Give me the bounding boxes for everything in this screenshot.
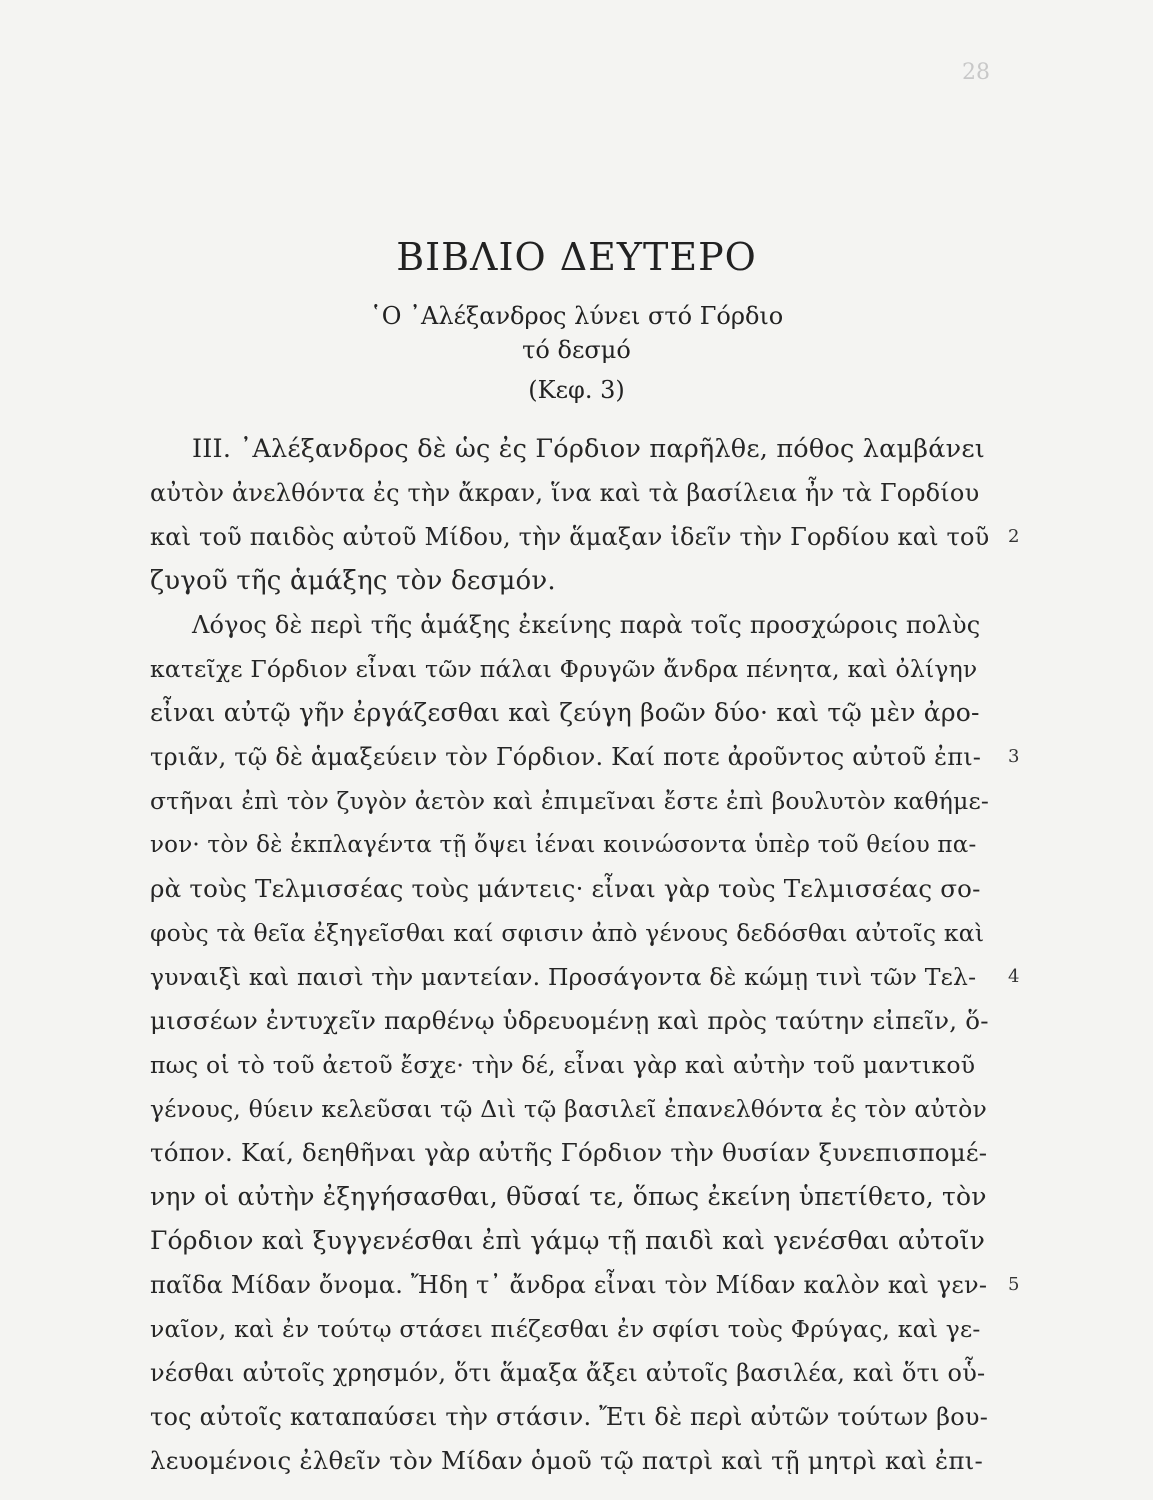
text-line: ρὰ τοὺς Τελμισσέας τοὺς μάντεις· εἶναι γὰρ τοὺς Τελμισσέας σο- [150, 874, 981, 903]
chapter-subtitle-line-1: ῾Ο ᾿Αλέξανδρος λύνει στό Γόρδιο [369, 302, 784, 330]
text-line: καὶ τοῦ παιδὸς αὐτοῦ Μίδου, τὴν ἅμαξαν ἰδεῖν τὴν Γορδίου καὶ τοῦ [150, 523, 990, 551]
text-line: γυναιξὶ καὶ παισὶ τὴν μαντείαν. Προσάγοντα δὲ κώμῃ τινὶ τῶν Τελ- [150, 963, 977, 991]
text-line: λευομένοις ἐλθεῖν τὸν Μίδαν ὁμοῦ τῷ πατρὶ καὶ τῇ μητρὶ καὶ ἐπι- [150, 1446, 983, 1475]
text-line: Γόρδιον καὶ ξυγγενέσθαι ἐπὶ γάμῳ τῇ παιδὶ καὶ γενέσθαι αὐτοῖν [150, 1226, 985, 1255]
text-line: νέσθαι αὐτοῖς χρησμόν, ὅτι ἅμαξα ἄξει αὐτοῖς βασιλέα, καὶ ὅτι οὗ- [150, 1359, 986, 1387]
text-line: ναῖον, καὶ ἐν τούτῳ στάσει πιέζεσθαι ἐν σφίσι τοὺς Φρύγας, καὶ γε- [150, 1315, 981, 1343]
margin-section-number: 5 [1008, 1274, 1020, 1295]
margin-section-number: 2 [1008, 526, 1020, 547]
text-line: νην οἱ αὐτὴν ἐξηγήσασθαι, θῦσαί τε, ὅπως ἐκείνη ὑπετίθετο, τὸν [150, 1182, 987, 1211]
text-line: κατεῖχε Γόρδιον εἶναι τῶν πάλαι Φρυγῶν ἄνδρα πένητα, καὶ ὀλίγην [150, 655, 978, 683]
text-line: πως οἱ τὸ τοῦ ἀετοῦ ἔσχε· τὴν δέ, εἶναι γὰρ καὶ αὐτὴν τοῦ μαντικοῦ [150, 1051, 976, 1079]
text-line: στῆναι ἐπὶ τὸν ζυγὸν ἀετὸν καὶ ἐπιμεῖναι ἔστε ἐπὶ βουλυτὸν καθήμε- [150, 787, 990, 815]
chapter-reference: (Κεφ. 3) [528, 376, 625, 404]
text-line: γένους, θύειν κελεῦσαι τῷ Διὶ τῷ βασιλεῖ ἐπανελθόντα ἐς τὸν αὐτὸν [150, 1095, 987, 1123]
text-line: ΙΙΙ. ᾿Αλέξανδρος δὲ ὡς ἐς Γόρδιον παρῆλθε, πόθος λαμβάνει [192, 434, 985, 464]
text-line: τόπον. Καί, δεηθῆναι γὰρ αὐτῆς Γόρδιον τὴν θυσίαν ξυνεπισπομέ- [150, 1138, 988, 1167]
text-line: ζυγοῦ τῆς ἁμάξης τὸν δεσμόν. [150, 566, 556, 596]
text-line: νον· τὸν δὲ ἐκπλαγέντα τῇ ὄψει ἰέναι κοινώσοντα ὑπὲρ τοῦ θείου πα- [150, 832, 977, 858]
chapter-subtitle-line-2: τό δεσμό [522, 336, 631, 364]
text-line: μισσέων ἐντυχεῖν παρθένῳ ὑδρευομένῃ καὶ πρὸς ταύτην εἰπεῖν, ὅ- [150, 1006, 989, 1035]
text-line: τριᾶν, τῷ δὲ ἁμαξεύειν τὸν Γόρδιον. Καί ποτε ἀροῦντος αὐτοῦ ἐπι- [150, 743, 982, 771]
text-line: παῖδα Μίδαν ὄνομα. Ἤδη τ᾿ ἄνδρα εἶναι τὸν Μίδαν καλὸν καὶ γεν- [150, 1271, 988, 1299]
text-line: τος αὐτοῖς καταπαύσει τὴν στάσιν. Ἔτι δὲ περὶ αὐτῶν τούτων βου- [150, 1403, 988, 1431]
text-line: εἶναι αὐτῷ γῆν ἐργάζεσθαι καὶ ζεύγη βοῶν δύο· καὶ τῷ μὲν ἀρο- [150, 698, 980, 727]
margin-section-number: 3 [1008, 746, 1020, 767]
text-line: Λόγος δὲ περὶ τῆς ἁμάξης ἐκείνης παρὰ τοῖς προσχώροις πολὺς [192, 611, 981, 639]
text-line: αὐτὸν ἀνελθόντα ἐς τὴν ἄκραν, ἵνα καὶ τὰ βασίλεια ἦν τὰ Γορδίου [150, 479, 980, 507]
text-line: φοὺς τὰ θεῖα ἐξηγεῖσθαι καί σφισιν ἀπὸ γένους δεδόσθαι αὐτοῖς καὶ [150, 919, 985, 947]
book-title: ΒΙΒΛΙΟ ΔΕΥΤΕΡΟ [396, 235, 757, 279]
page-number: 28 [962, 60, 990, 85]
margin-section-number: 4 [1008, 966, 1020, 987]
